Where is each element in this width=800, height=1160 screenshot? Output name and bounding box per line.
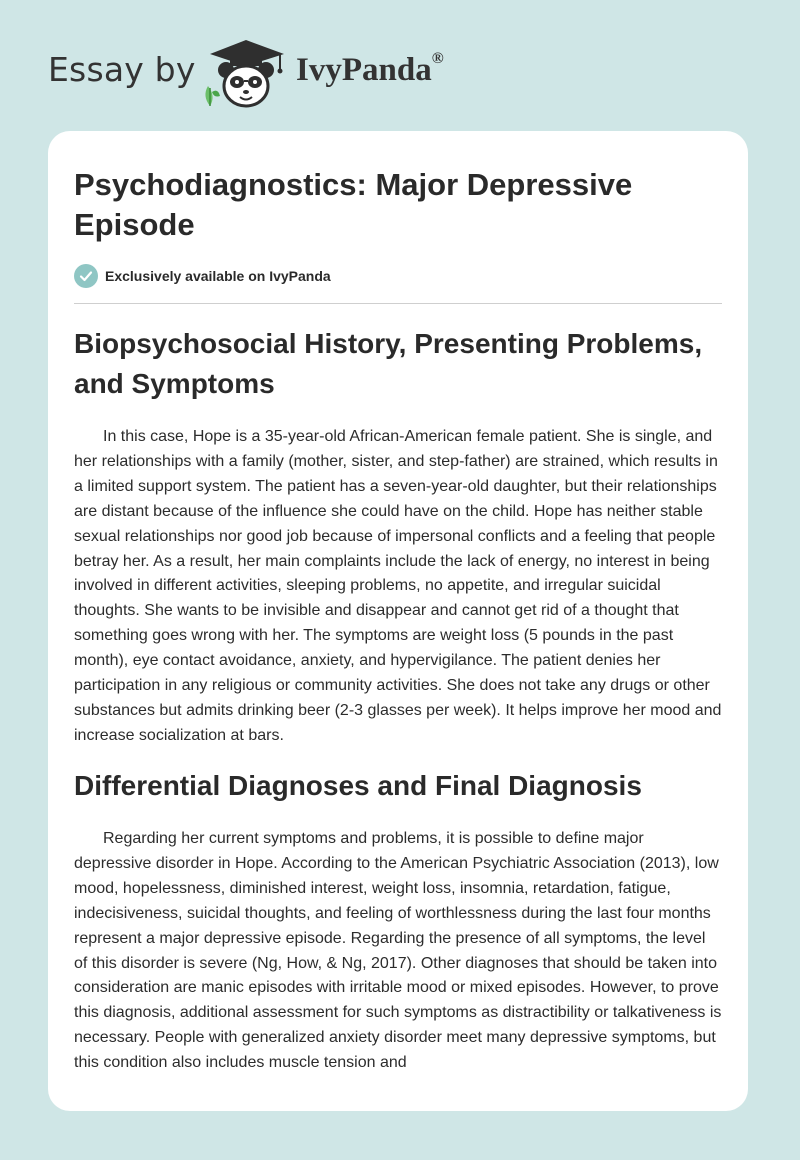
- badge-text: Exclusively available on IvyPanda: [105, 268, 331, 284]
- essay-by-label: Essay by: [48, 50, 196, 89]
- brand-name[interactable]: [296, 52, 444, 89]
- section-paragraph: In this case, Hope is a 35-year-old African-American female patient. She is single, and her relationships with a family (mother, sister, and step-father) are strained, which results in a limited support system. The patient has a seven-year-old daughter, but their relationships are distant because of the influence she could have on the child. Hope has neither stable sexual relationships nor good job because of impersonal conflicts and a feeling that people betray her. As a result, her main complaints include the lack of energy, no interest in being involved in different activities, sleeping problems, no appetite, and irregular suicidal thoughts. She wants to be invisible and disappear and cannot get rid of a thought that something goes wrong with her. The symptoms are weight loss (5 pounds in the past month), eye contact avoidance, anxiety, and hypervigilance. The patient denies her participation in any religious or community activities. She does not take any drugs or other substances but admits drinking beer (2-3 glasses per week). It helps improve her mood and increase socialization at bars.: [74, 428, 722, 744]
- section-heading: Differential Diagnoses and Final Diagnosis: [74, 770, 642, 801]
- article-card: [48, 131, 748, 1111]
- divider: [74, 303, 722, 304]
- panda-graduate-icon[interactable]: [200, 36, 292, 110]
- brand-name-text[interactable]: IvyPanda: [296, 52, 432, 88]
- checkmark-icon: [74, 264, 98, 288]
- section-heading: Biopsychosocial History, Presenting Problems, and Symptoms: [74, 328, 703, 399]
- registered-mark: ®: [431, 50, 444, 67]
- article-title: Psychodiagnostics: Major Depressive Episode: [74, 167, 633, 242]
- site-header: [0, 0, 800, 130]
- exclusive-badge: [74, 262, 331, 290]
- section-paragraph: Regarding her current symptoms and problems, it is possible to define major depressive disorder in Hope. According to the American Psychiatric Association (2013), low mood, hopelessness, diminished interest, weight loss, insomnia, retardation, fatigue, indecisiveness, suicidal thoughts, and feeling of worthlessness during the last four months represent a major depressive episode. Regarding the presence of all symptoms, the level of this disorder is severe (Ng, How, & Ng, 2017). Other diagnoses that should be taken into consideration are manic episodes with irritable mood or mixed episodes. However, to prove this diagnosis, additional assessment for such symptoms as distractibility or talkativeness is necessary. People with generalized anxiety disorder meet many depressive symptoms, but this condition also includes muscle tension and: [74, 830, 722, 1072]
